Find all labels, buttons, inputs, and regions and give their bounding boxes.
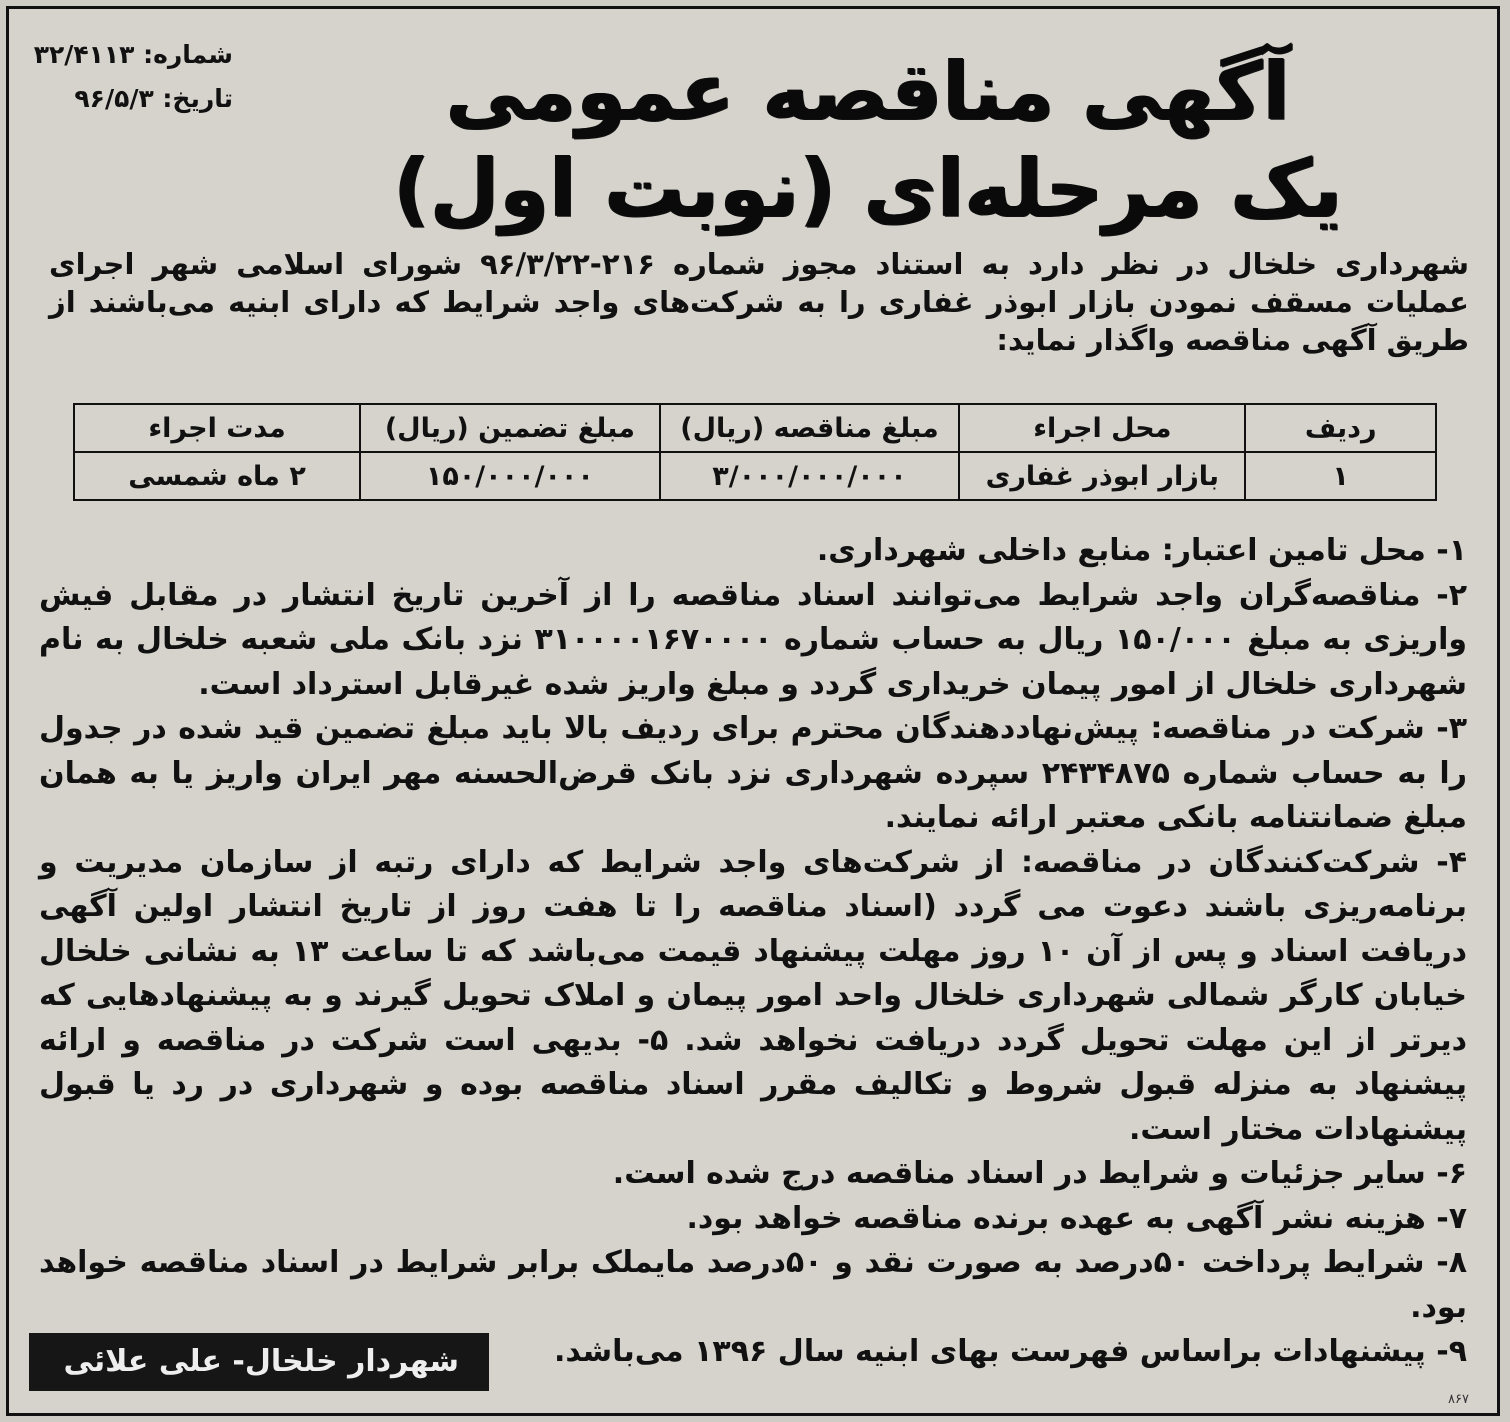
cell-location: بازار ابوذر غفاری [959,452,1245,500]
cell-guarantee-amount: ۱۵۰/۰۰۰/۰۰۰ [360,452,660,500]
table-row [74,452,1436,500]
notice-meta [23,33,233,121]
table-header-row [74,404,1436,452]
condition-item: ۳- شرکت در مناقصه: پیش‌نهاددهندگان محترم برای ردیف بالا باید مبلغ تضمین قید شده در جدول را به حساب شماره ۲۴۳۴۸۷۵ سپرده شهرداری نزد بانک قرض‌الحسنه مهر ایران واریز یا به همان مبلغ ضمانتنامه بانکی معتبر ارائه نمایند. [39,711,1467,835]
notice-subtitle: یک مرحله‌ای (نوبت اول) [393,142,1343,235]
header-row-number: ردیف [1245,404,1436,452]
cell-row-number: ۱ [1245,452,1436,500]
condition-item: ۷- هزینه نشر آگهی به عهده برنده مناقصه خواهد بود. [686,1200,1467,1236]
header-location: محل اجراء [959,404,1245,452]
condition-item: ۱- محل تامین اعتبار: منابع داخلی شهرداری. [816,533,1467,568]
condition-item: ۴- شرکت‌کنندگان در مناقصه: از شرکت‌های واجد شرایط که دارای رتبه از سازمان مدیریت و برنامه‌ریزی باشند دعوت می گردد (اسناد مناقصه را تا هفت روز از تاریخ انتشار اولین آگهی دریافت اسناد و پس از آن ۱۰ روز مهلت پیشنهاد قیمت می‌باشد که تا ساعت ۱۳ به نشانی خلخال خیابان کارگر شمالی شهرداری خلخال واحد امور پیمان و املاک تحویل گیرند و به پیشنهادهایی که دیرتر از این مهلت تحویل گردد دریافت نخواهد شد. ۵- بدیهی است شرکت در مناقصه و ارائه پیشنهاد به منزله قبول شروط و تکالیف مقرر اسناد مناقصه بوده و شهرداری در رد یا قبول پیشنهادات مختار است. [39,844,1468,1147]
header-tender-amount: مبلغ مناقصه (ریال) [660,404,960,452]
condition-item: ۲- مناقصه‌گران واجد شرایط می‌توانند اسناد مناقصه را از آخرین تاریخ انتشار در مقابل فیش واریزی به مبلغ ۱۵۰/۰۰۰ ریال به حساب شماره ۳۱۰۰۰۰۱۶۷۰۰۰۰ نزد بانک ملی شعبه خلخال به نام شهرداری خلخال از امور پیمان خریداری گردد و مبلغ واریز شده غیرقابل استرداد است. [39,577,1467,702]
cell-tender-amount: ۳/۰۰۰/۰۰۰/۰۰۰ [660,452,960,500]
notice-number: شماره: ۳۲/۴۱۱۳ [33,40,233,69]
condition-item: ۸- شرایط پرداخت ۵۰درصد به صورت نقد و ۵۰درصد مایملک برابر شرایط در اسناد مناقصه خواهد بود. [39,1245,1468,1325]
notice-title: آگهی مناقصه عمومی [445,45,1291,138]
header-duration: مدت اجراء [74,404,360,452]
notice-date: تاریخ: ۹۶/۵/۳ [74,84,233,113]
conditions-list [39,529,1467,1375]
intro-paragraph: شهرداری خلخال در نظر دارد به استناد مجوز شماره ۲۱۶-۹۶/۳/۲۲ شورای اسلامی شهر اجرای عملیات مسقف نمودن بازار ابوذر غفاری را به شرکت‌های واجد شرایط که دارای ابنیه می‌باشند از طریق آگهی مناقصه واگذار نماید: [49,247,1469,357]
tender-table [73,403,1437,501]
header-guarantee-amount: مبلغ تضمین (ریال) [360,404,660,452]
signature-box: شهردار خلخال- علی علائی [29,1333,489,1391]
cell-duration: ۲ ماه شمسی [74,452,360,500]
footer-code: ۸۶۷ [1448,1392,1469,1407]
tender-notice [6,6,1500,1416]
condition-item: ۹- پیشنهادات براساس فهرست بهای ابنیه سال ۱۳۹۶ می‌باشد. [553,1334,1467,1369]
condition-item: ۶- سایر جزئیات و شرایط در اسناد مناقصه درج شده است. [612,1156,1467,1191]
